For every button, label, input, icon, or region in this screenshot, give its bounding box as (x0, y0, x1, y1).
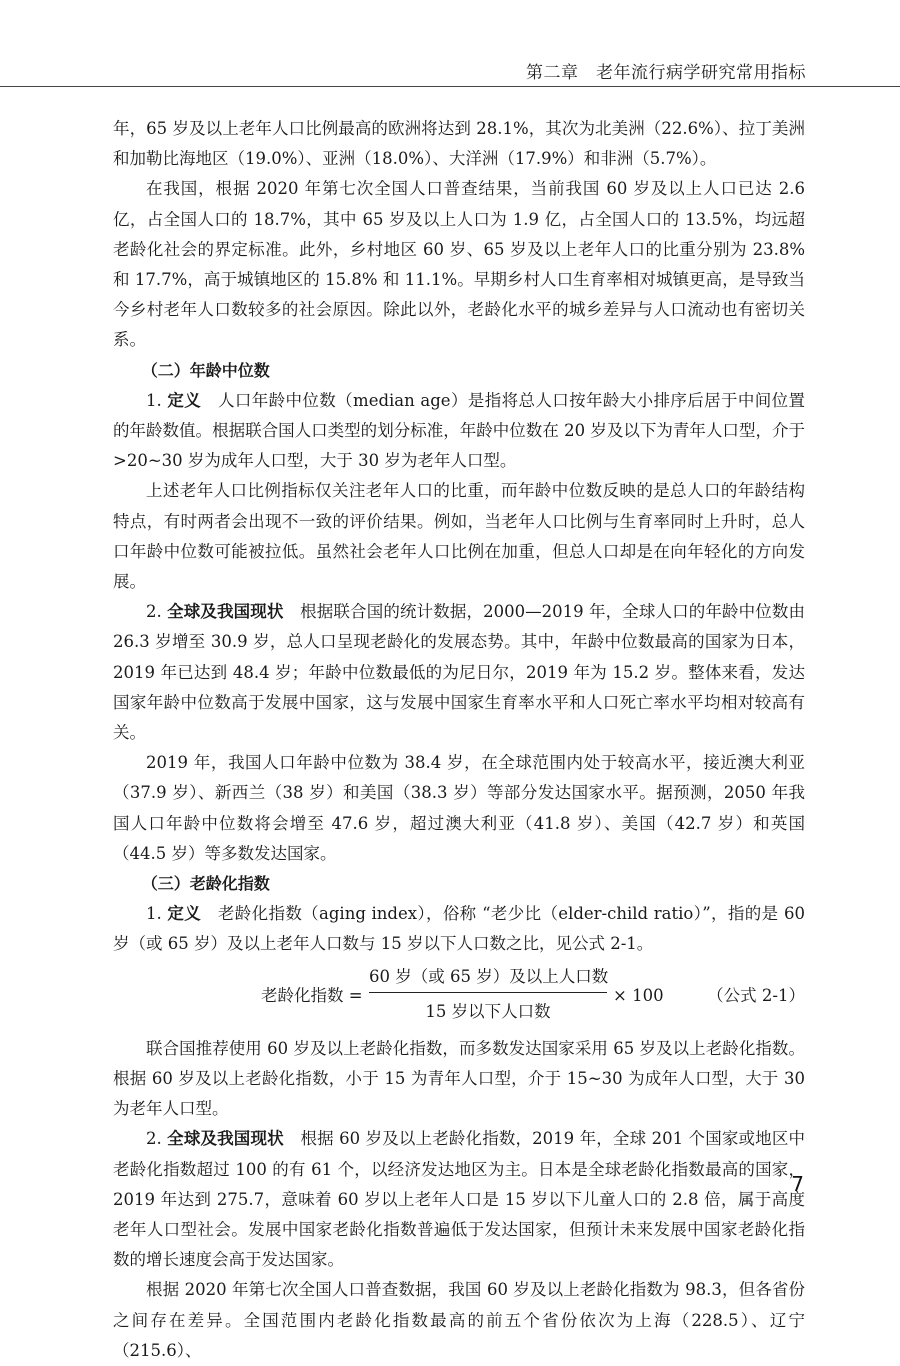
paragraph-aging-index-china: 根据 2020 年第七次全国人口普查数据，我国 60 岁及以上老龄化指数为 98.3，但各省份之间存在差异。全国范围内老龄化指数最高的前五个省份依次为上海（228.5）、辽宁（215.6）、 (113, 1280, 805, 1360)
formula-fraction (369, 962, 607, 1027)
formula-denominator: 15 岁以下人口数 (425, 1001, 551, 1021)
section-heading-aging-index: （三）老龄化指数 (141, 874, 270, 894)
lead-term-definition: 定义 (167, 904, 202, 924)
paragraph-median-age-definition (113, 386, 805, 477)
lead-term-status: 全球及我国现状 (167, 1129, 284, 1149)
item-number: 1. (146, 390, 162, 410)
paragraph-aging-index-global (113, 1124, 805, 1275)
paragraph-median-age-china: 2019 年，我国人口年龄中位数为 38.4 岁，在全球范围内处于较高水平，接近澳大利亚（37.9 岁）、新西兰（38 岁）和美国（38.3 岁）等部分发达国家水平。据预测，2050 年我国人口年龄中位数将会增至 47.6 岁，超过澳大利亚（41.8 岁）、美国（42.7 岁）和英国（44.5 岁）等多数发达国家。 (113, 753, 805, 863)
body-text (113, 114, 805, 1366)
paragraph-china-aging: 在我国，根据 2020 年第七次全国人口普查结果，当前我国 60 岁及以上人口已达 2.6 亿，占全国人口的 18.7%，其中 65 岁及以上人口为 1.9 亿，占全国人口的 13.5%，均远超老龄化社会的界定标准。此外，乡村地区 60 岁、65 岁及以上老年人口的比重分别为 23.8% 和 17.7%，高于城镇地区的 15.8% 和 11.1%。早期乡村人口生育率相对城镇更高，是导致当今乡村老年人口数较多的社会原因。除此以外，老龄化水平的城乡差异与人口流动也有密切关系。 (113, 179, 805, 350)
paragraph-continued: 年，65 岁及以上老年人口比例最高的欧洲将达到 28.1%，其次为北美洲（22.6%）、拉丁美洲和加勒比海地区（19.0%）、亚洲（18.0%）、大洋洲（17.9%）和非洲（5.7%）。 (113, 119, 805, 169)
formula-multiplier: × 100 (613, 985, 664, 1005)
formula-aging-index (113, 962, 805, 1028)
formula-lhs: 老龄化指数 = (261, 985, 363, 1005)
paragraph-aging-index-definition (113, 899, 805, 959)
formula-label: （公式 2-1） (707, 985, 805, 1005)
lead-term-definition: 定义 (167, 390, 202, 410)
paragraph-text: 根据联合国的统计数据，2000—2019 年，全球人口的年龄中位数由 26.3 岁增至 30.9 岁，总人口呈现老龄化的发展态势。其中，年龄中位数最高的国家为日本，2019 年已达到 48.4 岁；年龄中位数最低的为尼日尔，2019 年为 15.2 岁。整体来看，发达国家年龄中位数高于发展中国家，这与发展中国家生育率水平和人口死亡率水平均相对较高有关。 (113, 602, 806, 743)
paragraph-text: 老龄化指数（aging index），俗称 “老少比（elder-child ratio）”，指的是 60 岁（或 65 岁）及以上老年人口数与 15 岁以下人口数之比，见公式 2-1。 (113, 904, 806, 954)
page-number: 7 (791, 1172, 804, 1196)
header-divider (0, 86, 900, 87)
item-number: 1. (146, 904, 162, 924)
running-title: 第二章 老年流行病学研究常用指标 (526, 63, 806, 83)
item-number: 2. (146, 1129, 162, 1149)
item-number: 2. (146, 602, 162, 622)
paragraph-text: 人口年龄中位数（median age）是指将总人口按年龄大小排序后居于中间位置的年龄数值。根据联合国人口类型的划分标准，年龄中位数在 20 岁及以下为青年人口型，介于 >20~30 岁为成年人口型，大于 30 岁为老年人口型。 (113, 390, 806, 471)
paragraph-median-age-comparison: 上述老年人口比例指标仅关注老年人口的比重，而年龄中位数反映的是总人口的年龄结构特点，有时两者会出现不一致的评价结果。例如，当老年人口比例与生育率同时上升时，总人口年龄中位数可能被拉低。虽然社会老年人口比例在加重，但总人口却是在向年轻化的方向发展。 (113, 481, 805, 592)
formula-numerator: 60 岁（或 65 岁）及以上人口数 (369, 966, 609, 986)
lead-term-status: 全球及我国现状 (167, 602, 284, 622)
paragraph-aging-index-usage: 联合国推荐使用 60 岁及以上老龄化指数，而多数发达国家采用 65 岁及以上老龄化指数。根据 60 岁及以上老龄化指数，小于 15 为青年人口型，介于 15~30 为成年人口型，大于 30 为老年人口型。 (113, 1038, 805, 1119)
running-header (0, 58, 900, 86)
paragraph-text: 根据 60 岁及以上老龄化指数，2019 年，全球 201 个国家或地区中老龄化指数超过 100 的有 61 个，以经济发达地区为主。日本是全球老龄化指数最高的国家，2019 年达到 275.7，意味着 60 岁以上老年人口是 15 岁以下儿童人口的 2.8 倍，属于高度老年人口型社会。发展中国家老龄化指数普遍低于发达国家，但预计未来发展中国家老龄化指数的增长速度会高于发达国家。 (113, 1129, 805, 1270)
paragraph-median-age-global (113, 597, 805, 748)
section-heading-median-age: （二）年龄中位数 (141, 360, 270, 380)
